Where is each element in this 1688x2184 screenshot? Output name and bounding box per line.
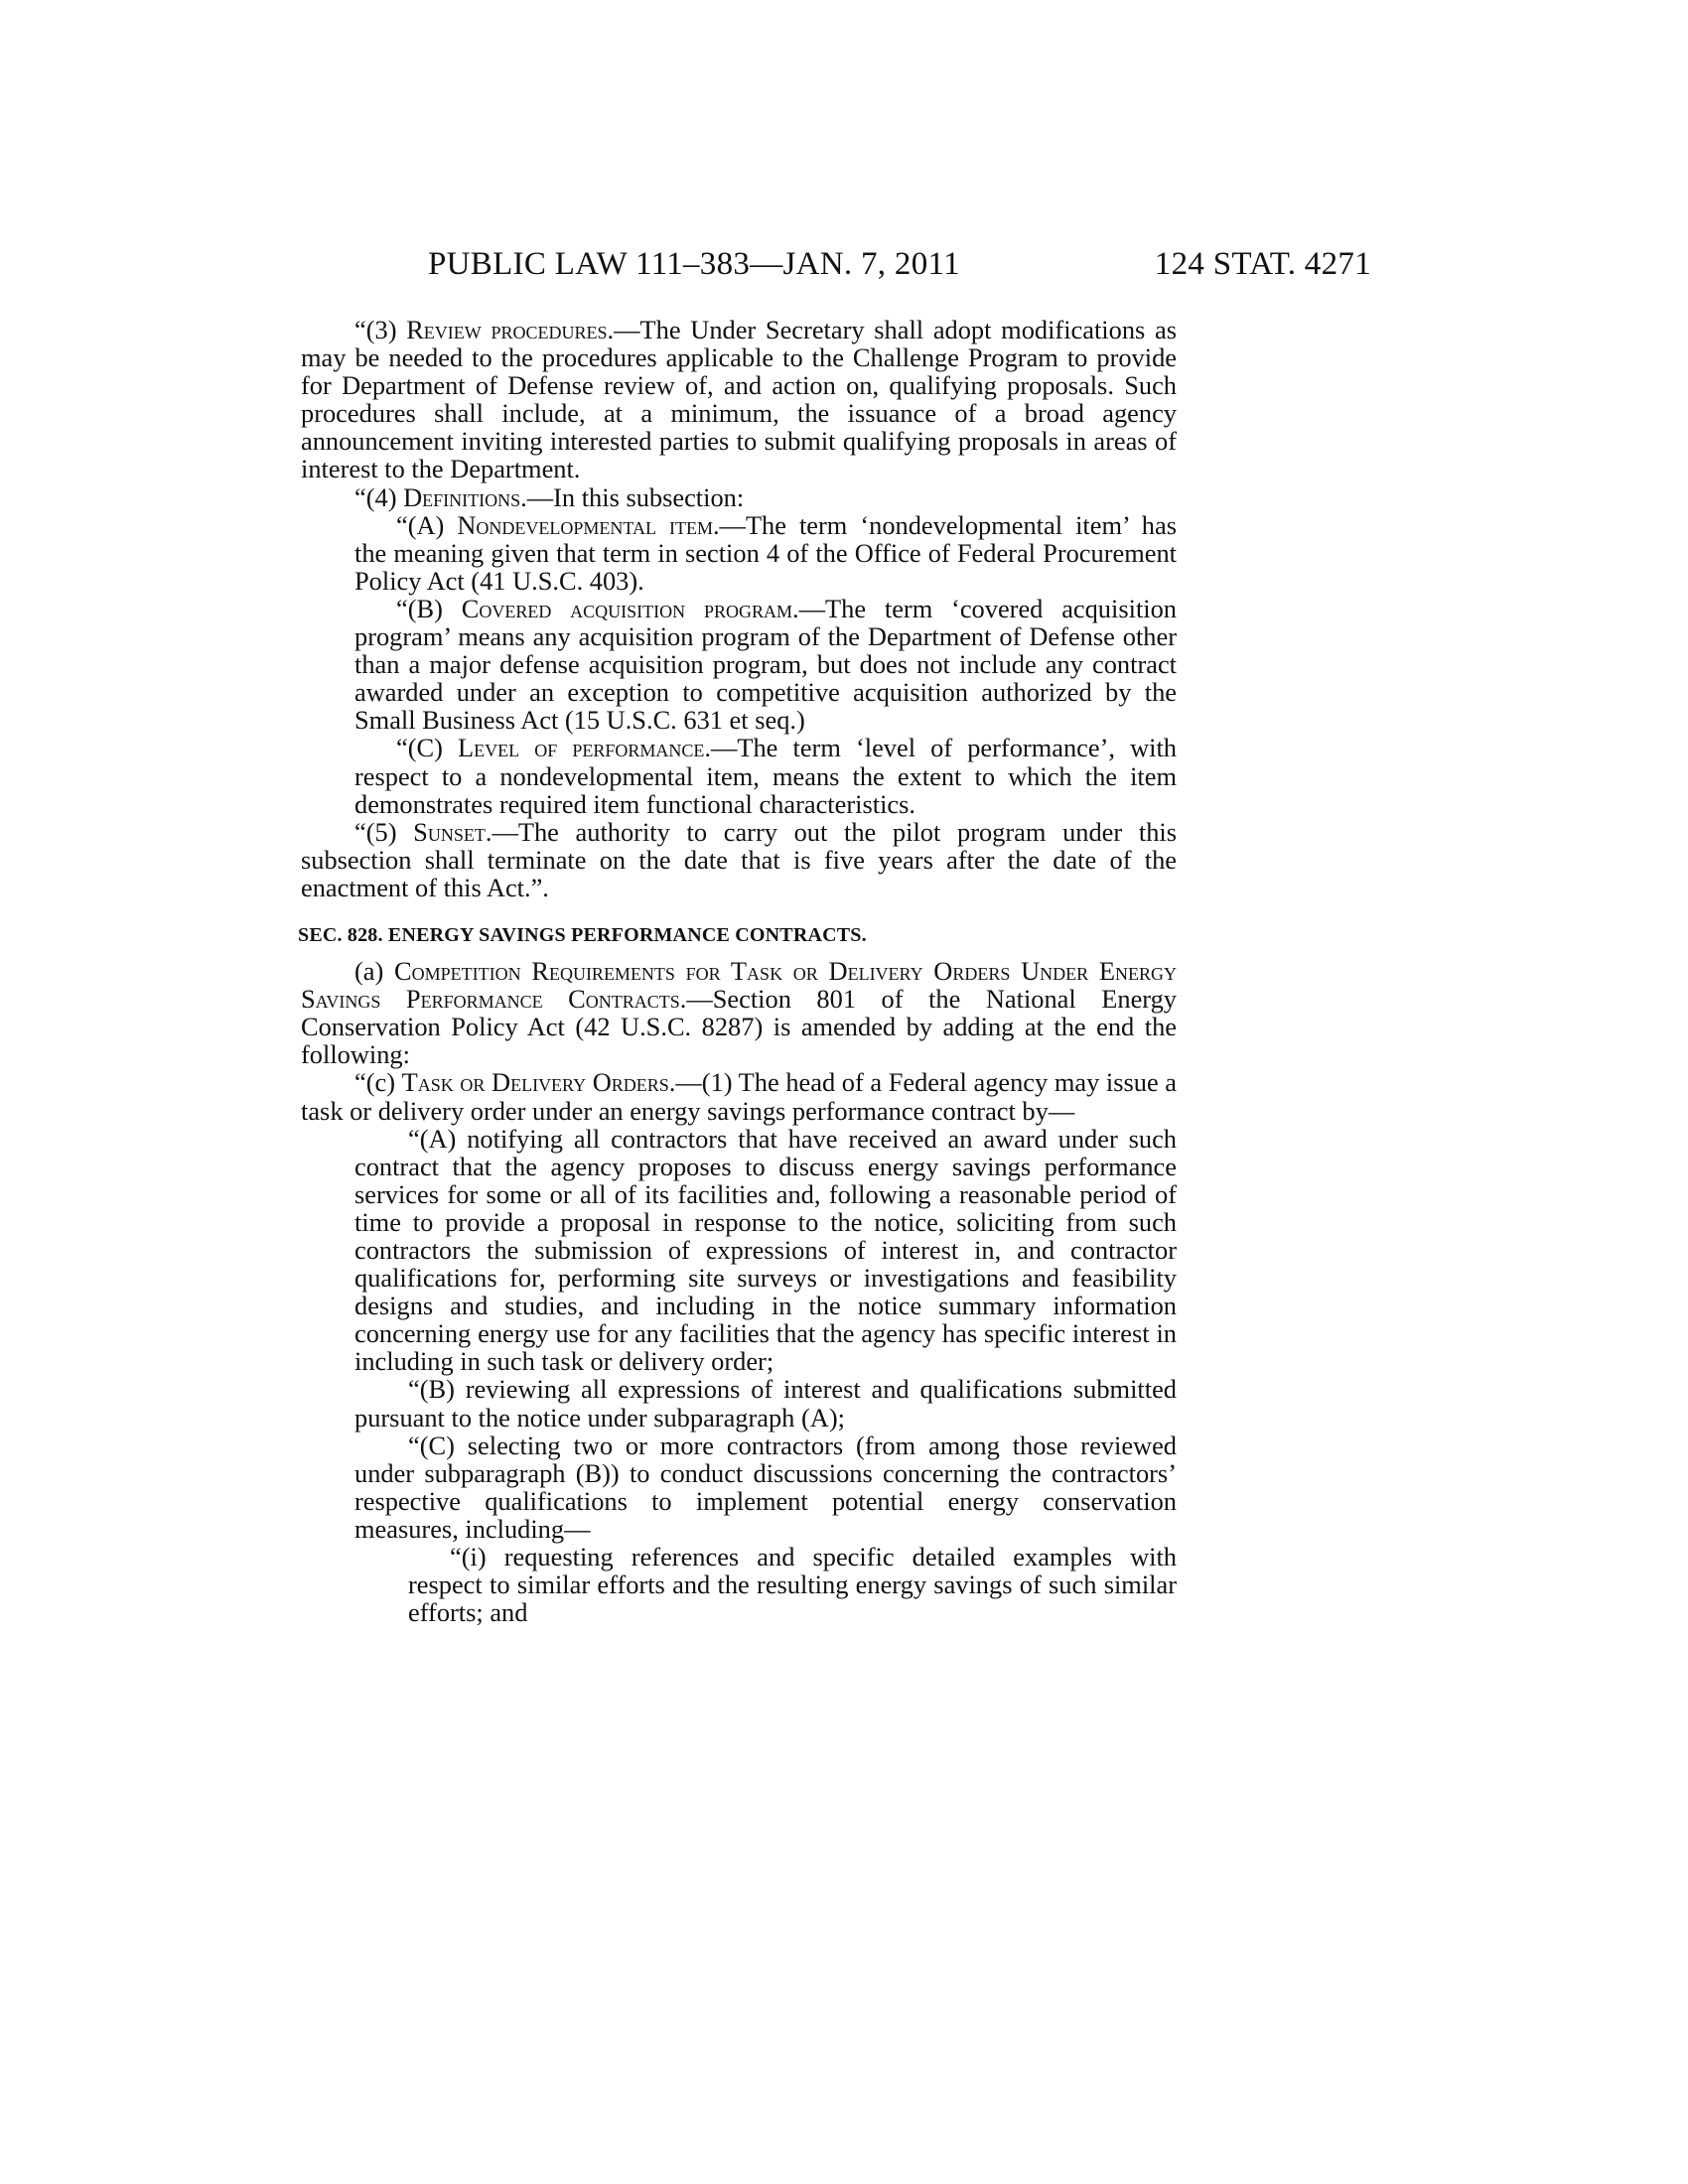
paragraph-nondevelopmental-item: “(A) Nondevelopmental item.—The term ‘nondevelopmental item’ has the meaning given that term in section 4 of the Office of Federal Procurement Policy Act (41 U.S.C. 403).: [354, 509, 1177, 596]
statute-page-number: 124 STAT. 4271: [1154, 246, 1371, 282]
page-header: [428, 246, 1371, 286]
paragraph-subparagraph-a: “(A) notifying all contractors that have received an award under such contract that the agency proposes to discuss energy savings performance services for some or all of its facilities and, following a reasonable period of time to provide a proposal in response to the notice, soliciting from such contractors the submission of expressions of interest in, and contractor qualifications for, performing site surveys or investigations and feasibility designs and studies, and including in the notice summary information concerning energy use for any facilities that the agency has specific interest in including in such task or delivery order;: [354, 1123, 1177, 1377]
paragraph-subparagraph-b: “(B) reviewing all expressions of interest and qualifications submitted pursuant to the notice under subparagraph (A);: [354, 1374, 1177, 1433]
paragraph-task-or-delivery-orders: “(c) Task or Delivery Orders.—(1) The head of a Federal agency may issue a task or delivery order under an energy savings performance contract by—: [301, 1067, 1178, 1126]
paragraph-definitions: “(4) Definitions.—In this subsection:: [354, 481, 745, 512]
document-body: [298, 315, 1178, 1628]
paragraph-review-procedures: “(3) Review procedures.—The Under Secretary shall adopt modifications as may be needed to the procedures applicable to the Challenge Program to provide for Department of Defense review of, and action on, qualifying proposals. Such procedures shall include, at a minimum, the issuance of a broad agency announcement inviting interested parties to submit qualifying proposals in areas of interest to the Department.: [301, 315, 1177, 484]
public-law-citation: PUBLIC LAW 111–383—JAN. 7, 2011: [428, 246, 960, 282]
paragraph-level-of-performance: “(C) Level of performance.—The term ‘level of performance’, with respect to a nondevelopmental item, means the extent to which the item demonstrates required item functional characteristics.: [354, 733, 1177, 819]
paragraph-sunset: “(5) Sunset.—The authority to carry out the pilot program under this subsection shall terminate on the date that is five years after the date of the enactment of this Act.”.: [301, 816, 1177, 902]
section-heading: SEC. 828. ENERGY SAVINGS PERFORMANCE CONTRACTS.: [298, 923, 867, 946]
paragraph-subparagraph-c: “(C) selecting two or more contractors (from among those reviewed under subparagraph (B)) to conduct discussions concerning the contractors’ respective qualifications to implement potential energy conservation measures, including—: [354, 1430, 1177, 1544]
paragraph-competition-requirements: (a) Competition Requirements for Task or Delivery Orders Under Energy Savings Performance Contracts.—Section 801 of the National Energy Conservation Policy Act (42 U.S.C. 8287) is amended by adding at the end the following:: [301, 956, 1177, 1070]
paragraph-covered-acquisition-program: “(B) Covered acquisition program.—The term ‘covered acquisition program’ means any acquisition program of the Department of Defense other than a major defense acquisition program, but does not include any contract awarded under an exception to competitive acquisition authorized by the Small Business Act (15 U.S.C. 631 et seq.): [354, 593, 1177, 736]
paragraph-clause-i: “(i) requesting references and specific detailed examples with respect to similar efforts and the resulting energy savings of such similar efforts; and: [408, 1542, 1177, 1628]
